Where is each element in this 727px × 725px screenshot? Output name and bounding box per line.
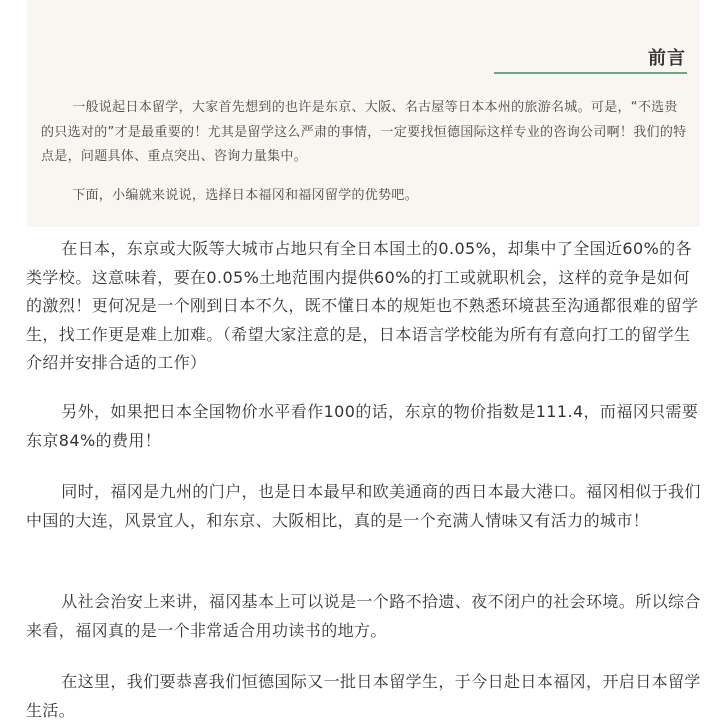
preface-box — [27, 0, 700, 227]
article-paragraph: 另外，如果把日本全国物价水平看作100的话，东京的物价指数是111.4，而福冈只需要东京84%的费用！ — [26, 402, 699, 450]
preface-title-underline — [494, 72, 687, 74]
article-paragraph: 从社会治安上来讲，福冈基本上可以说是一个路不拾遗、夜不闭户的社会环境。所以综合来看，福冈真的是一个非常适合用功读书的地方。 — [26, 592, 701, 640]
article-paragraph: 在这里，我们要恭喜我们恒德国际又一批日本留学生，于今日赴日本福冈，开启日本留学生活。 — [26, 672, 701, 720]
article-paragraph: 同时，福冈是九州的门户，也是日本最早和欧美通商的西日本最大港口。福冈相似于我们中国的大连，风景宜人，和东京、大阪相比，真的是一个充满人情味又有活力的城市！ — [26, 482, 701, 530]
preface-title: 前言 — [648, 48, 686, 69]
article-paragraph: 在日本，东京或大阪等大城市占地只有全日本国土的0.05%，却集中了全国近60%的各类学校。这意味着，要在0.05%土地范围内提供60%的打工或就职机会，这样的竞争是如何的激烈！更何况是一个刚到日本不久，既不懂日本的规矩也不熟悉环境甚至沟通都很难的留学生，找工作更是难上加难。（希望大家注意的是，日本语言学校能为所有有意向打工的留学生介绍并安排合适的工作） — [26, 239, 699, 372]
preface-paragraph: 一般说起日本留学，大家首先想到的也许是东京、大阪、名古屋等日本本州的旅游名城。可是，“不选贵的只选对的”才是最重要的！尤其是留学这么严肃的事情，一定要找恒德国际这样专业的咨询公司啊！我们的特点是，问题具体、重点突出、咨询力量集中。 — [41, 100, 687, 164]
preface-paragraph: 下面，小编就来说说，选择日本福冈和福冈留学的优势吧。 — [72, 188, 418, 203]
